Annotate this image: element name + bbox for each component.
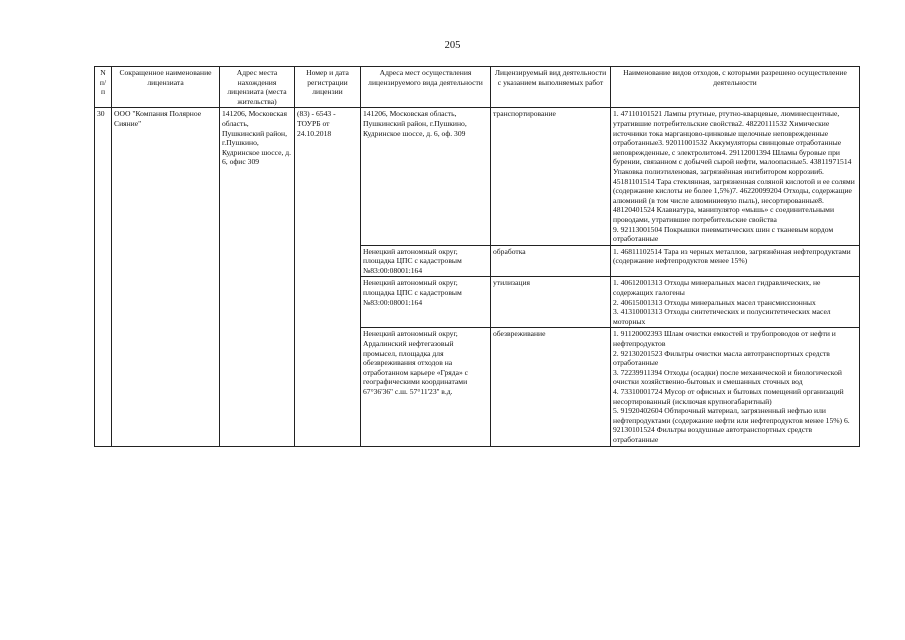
wastes-cell	[611, 245, 860, 277]
activity-cell: обезвреживание	[491, 328, 611, 446]
place-cell: Ненецкий автономный округ, площадка ЦПС с кадастровым №83:00:08001:164	[361, 277, 491, 328]
wastes-cell	[611, 108, 860, 245]
table-header-row	[95, 67, 860, 108]
header-license: Номер и дата регистрации лицензии	[295, 67, 361, 108]
header-places: Адреса мест осуществления лицензируемого вида деятельности	[361, 67, 491, 108]
header-num: N п/ п	[95, 67, 112, 108]
waste-item: 4. 73310001724 Мусор от офисных и бытовых помещений организаций несортированный (исключая крупногабаритный)	[613, 387, 844, 406]
waste-item: 5. 91920402604 Обтирочный материал, загрязненный нефтью или нефтепродуктами (содержание нефти или нефтепродуктов менее 15%) 6. 92130101524 Фильтры воздушные автотранспортных средств отработанные	[613, 406, 850, 444]
activity-cell: транспортирование	[491, 108, 611, 245]
waste-item: 1. 91120002393 Шлам очистки емкостей и трубопроводов от нефти и нефтепродуктов	[613, 329, 836, 349]
entry-license: (83) - 6543 - ТОУРБ от 24.10.2018	[295, 108, 361, 446]
wastes-cell	[611, 277, 860, 328]
place-cell: 141206, Московская область, Пушкинский район, г.Пушкино, Кудринское шоссе, д. 6, оф. 309	[361, 108, 491, 245]
waste-item: 1. 47110101521 Лампы ртутные, ртутно-кварцевые, люминесцентные, утратившие потребительские свойства2. 48220111532 Химические источники тока марганцово-цинковые щелочные неповрежденные отработанные3. 92011001532 Аккумуляторы свинцовые отработанные неповрежденные, с электролитом4. 29112001394 Шламы буровые при бурении, связанном с добычей сырой нефти, малоопасные5. 43811971514 Упаковка полиэтиленовая, загрязнённая ингибитором коррозии6. 45181101514 Тара стеклянная, загрязненная соляной кислотой и ее солями (содержание кислоты не более 1,5%)7. 46220099204 Отходы, содержащие алюминий (в том числе алюминиевую пыль), несортированные8. 48120401524 Клавиатура, манипулятор «мышь» с соединительными проводами, утратившие потребительские свойства	[613, 109, 855, 224]
place-cell: Ненецкий автономный округ, площадка ЦПС с кадастровым №83:00:08001:164	[361, 245, 491, 277]
wastes-cell	[611, 328, 860, 446]
waste-item: 1. 46811102514 Тара из черных металлов, загрязнённая нефтепродуктами (содержание нефтепродуктов менее 15%)	[613, 246, 851, 266]
waste-item: 3. 72239911394 Отходы (осадки) после механической и биологической очистки хозяйственно-бытовых и смешанных сточных вод	[613, 367, 842, 387]
table-row	[95, 108, 860, 245]
entry-name: ООО "Компания Полярное Сияние"	[112, 108, 220, 446]
entry-address: 141206, Московская область, Пушкинский район, г.Пушкино, Кудринское шоссе, д. 6, офис 309	[220, 108, 295, 446]
waste-item: 2. 40615001313 Отходы минеральных масел трансмиссионных	[613, 297, 816, 307]
activity-cell: обработка	[491, 245, 611, 277]
place-cell: Ненецкий автономный округ, Ардалинский нефтегазовый промысел, площадка для обезвреживания отходов на отработанном карьере «Гряда» с географическими координатами 67°36'36'' с.ш. 57°11'23'' в.д.	[361, 328, 491, 446]
waste-item: 1. 40612001313 Отходы минеральных масел гидравлических, не содержащих галогены	[613, 278, 821, 298]
entry-num: 30	[95, 108, 112, 446]
header-name: Сокращенное наименование лицензиата	[112, 67, 220, 108]
header-address: Адрес места нахождения лицензиата (места жительства)	[220, 67, 295, 108]
license-table	[94, 66, 860, 447]
header-wastes: Наименование видов отходов, с которыми разрешено осуществление деятельности	[611, 67, 860, 108]
waste-item: 3. 41310001313 Отходы синтетических и полусинтетических масел моторных	[613, 307, 831, 326]
waste-item: 2. 92130201523 Фильтры очистки масла автотранспортных средств отработанные	[613, 348, 830, 368]
waste-item: 9. 92113001504 Покрышки пневматических шин с тканевым кордом отработанные	[613, 224, 834, 244]
page-number: 205	[444, 40, 461, 51]
activity-cell: утилизация	[491, 277, 611, 328]
header-activity: Лицензируемый вид деятельности с указанием выполняемых работ	[491, 67, 611, 108]
